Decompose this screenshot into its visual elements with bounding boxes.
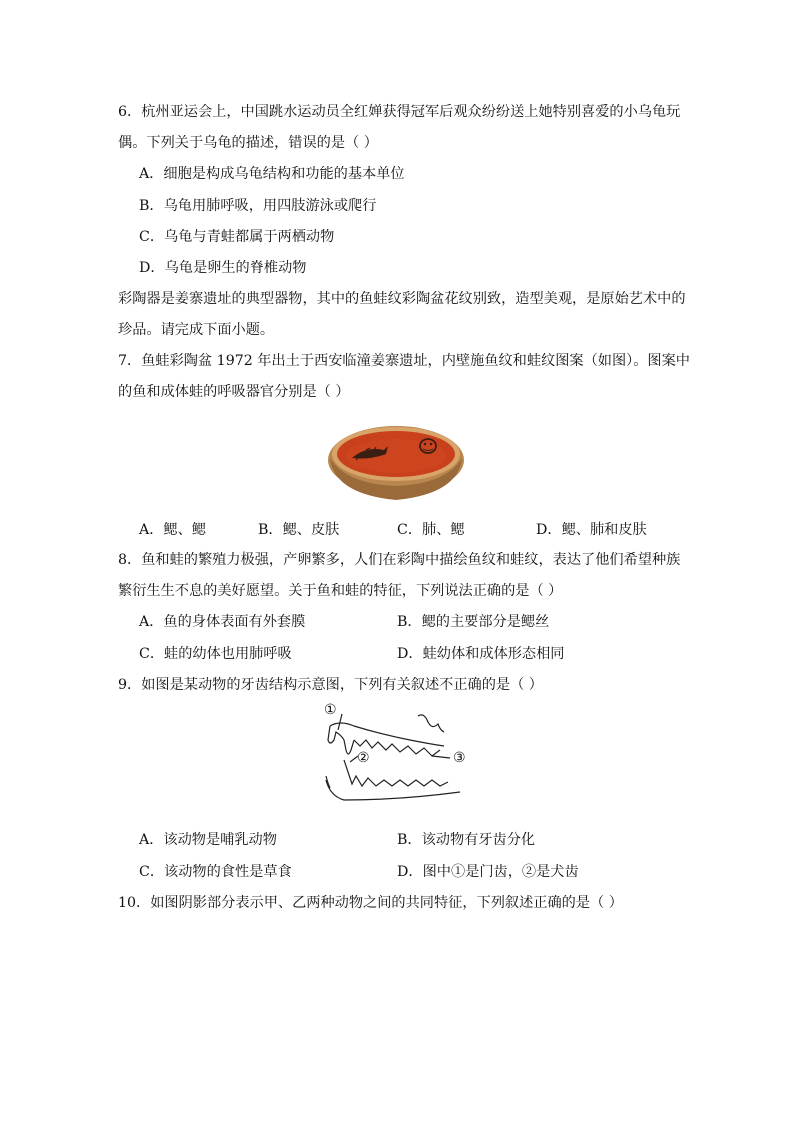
q7-stem-line1: 7．鱼蛙彩陶盆 1972 年出土于西安临潼姜寨遗址，内壁施鱼纹和蛙纹图案（如图）。图案中: [118, 353, 690, 369]
q7-option-b: B．鳃、皮肤: [258, 522, 340, 538]
tooth-label-2: ②: [357, 750, 370, 766]
q7-option-c: C．肺、鳃: [397, 522, 465, 538]
intro-line1: 彩陶器是姜寨遗址的典型器物，其中的鱼蛙纹彩陶盆花纹别致，造型美观，是原始艺术中的: [118, 291, 686, 307]
q8-stem-line1: 8．鱼和蛙的繁殖力极强，产卵繁多，人们在彩陶中描绘鱼纹和蛙纹，表达了他们希望种族: [118, 552, 681, 568]
intro-line2: 珍品。请完成下面小题。: [118, 322, 275, 338]
tooth-structure-diagram: [320, 700, 480, 808]
q8-option-b: B．鳃的主要部分是鳃丝: [397, 614, 550, 630]
q9-option-c: C．该动物的食性是草食: [139, 864, 292, 880]
q7-stem-line2: 的鱼和成体蛙的呼吸器官分别是（ ）: [118, 384, 350, 400]
q8-stem-line2: 繁衍生生不息的美好愿望。关于鱼和蛙的特征，下列说法正确的是（ ）: [118, 583, 563, 599]
q9-option-a: A．该动物是哺乳动物: [139, 832, 277, 848]
q9-option-d: D．图中①是门齿，②是犬齿: [397, 864, 579, 880]
q8-option-d: D．蛙幼体和成体形态相同: [397, 646, 565, 662]
q9-stem: 9．如图是某动物的牙齿结构示意图，下列有关叙述不正确的是（ ）: [118, 677, 543, 693]
q6-option-c: C．乌龟与青蛙都属于两栖动物: [139, 229, 335, 245]
q6-stem-line1: 6．杭州亚运会上，中国跳水运动员全红婵获得冠军后观众纷纷送上她特别喜爱的小乌龟玩: [118, 104, 681, 120]
tooth-label-1: ①: [324, 702, 337, 718]
q6-stem-line2: 偶。下列关于乌龟的描述，错误的是（ ）: [118, 135, 378, 151]
painted-pottery-bowl-image: [326, 420, 466, 504]
q6-option-a: A．细胞是构成乌龟结构和功能的基本单位: [139, 166, 405, 182]
q8-option-c: C．蛙的幼体也用肺呼吸: [139, 646, 292, 662]
q6-option-d: D．乌龟是卵生的脊椎动物: [139, 260, 307, 276]
q8-option-a: A．鱼的身体表面有外套膜: [139, 614, 306, 630]
q9-option-b: B．该动物有牙齿分化: [397, 832, 536, 848]
tooth-label-3: ③: [453, 750, 466, 766]
q7-option-d: D．鳃、肺和皮肤: [536, 522, 647, 538]
q10-stem: 10．如图阴影部分表示甲、乙两种动物之间的共同特征，下列叙述正确的是（ ）: [118, 895, 623, 911]
q7-option-a: A．鳃、鳃: [139, 522, 206, 538]
q6-option-b: B．乌龟用肺呼吸，用四肢游泳或爬行: [139, 198, 377, 214]
